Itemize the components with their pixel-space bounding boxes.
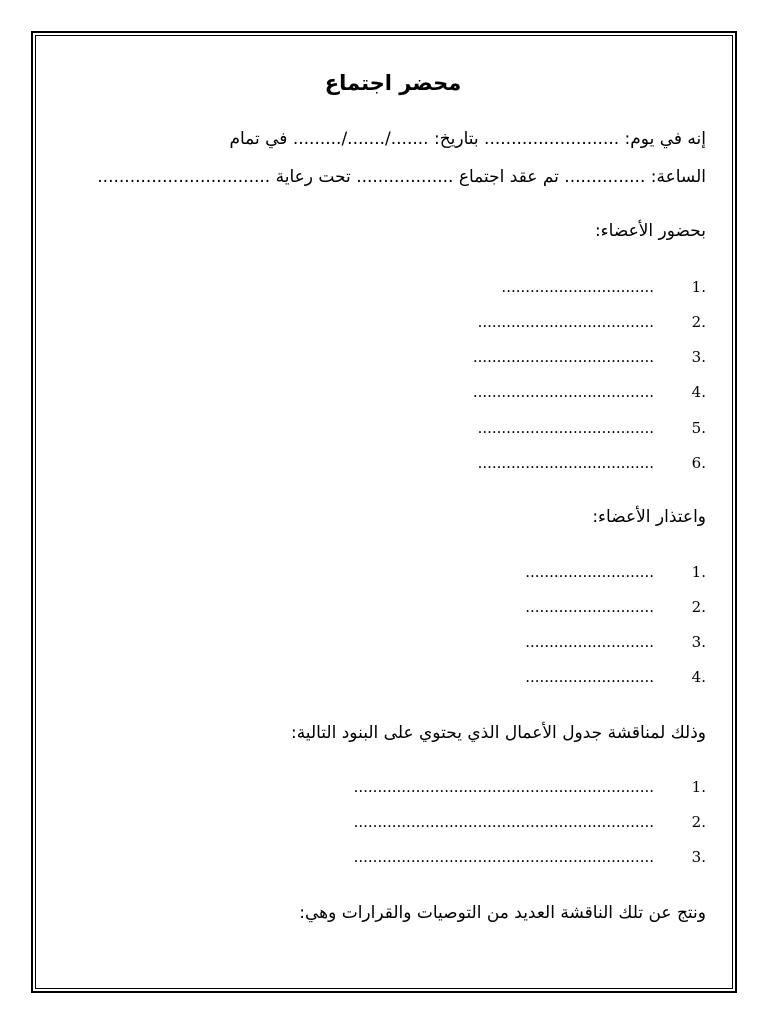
attendance-item	[473, 347, 706, 367]
list-item-blank: ...............................................................	[353, 813, 654, 831]
list-item-number: .3	[691, 633, 706, 651]
agenda-item	[354, 812, 706, 832]
attendance-heading: بحضور الأعضاء:	[594, 221, 706, 241]
list-item-number: .2	[691, 313, 706, 331]
list-item-blank: .....................................	[477, 454, 654, 472]
apologies-item	[525, 597, 706, 617]
attendance-item	[478, 312, 706, 332]
apologies-item	[525, 562, 706, 582]
list-item-number: .6	[691, 454, 706, 472]
agenda-item	[354, 847, 706, 867]
list-item-number: .4	[691, 383, 706, 401]
outcome-heading: ونتج عن تلك الناقشة العديد من التوصيات والقرارات وهي:	[299, 903, 706, 923]
list-item-blank: ...........................	[525, 633, 654, 651]
list-item-blank: ......................................	[472, 383, 654, 401]
list-item-blank: ...............................................................	[353, 778, 654, 796]
apologies-heading: واعتذار الأعضاء:	[592, 507, 706, 527]
list-item-blank: ................................	[501, 278, 654, 296]
list-item-number: .3	[691, 348, 706, 366]
list-item-blank: ...............................................................	[353, 848, 654, 866]
list-item-blank: ...........................	[525, 563, 654, 581]
attendance-item	[478, 418, 706, 438]
attendance-item	[473, 382, 706, 402]
apologies-item	[525, 632, 706, 652]
list-item-number: .1	[691, 278, 706, 296]
list-item-number: .1	[691, 778, 706, 796]
list-item-blank: .....................................	[477, 419, 654, 437]
list-item-number: .4	[691, 668, 706, 686]
list-item-number: .2	[691, 813, 706, 831]
agenda-heading: وذلك لمناقشة جدول الأعمال الذي يحتوي على البنود التالية:	[290, 723, 706, 743]
list-item-number: .1	[691, 563, 706, 581]
list-item-number: .3	[691, 848, 706, 866]
document-body	[80, 0, 706, 1024]
document-title: محضر اجتماع	[324, 71, 462, 95]
list-item-blank: ...........................	[525, 668, 654, 686]
list-item-blank: ......................................	[472, 348, 654, 366]
attendance-item	[478, 453, 706, 473]
attendance-item	[501, 277, 706, 297]
list-item-blank: .....................................	[477, 313, 654, 331]
apologies-item	[525, 667, 706, 687]
intro-line-2: الساعة: ............... تم عقد اجتماع .................. تحت رعاية ................................	[97, 167, 706, 187]
list-item-number: .2	[691, 598, 706, 616]
intro-line-1: إنه في يوم: ......................... بتاريخ: ......./......./......... في تمام	[229, 129, 706, 149]
list-item-blank: ...........................	[525, 598, 654, 616]
agenda-item	[354, 777, 706, 797]
list-item-number: .5	[691, 419, 706, 437]
